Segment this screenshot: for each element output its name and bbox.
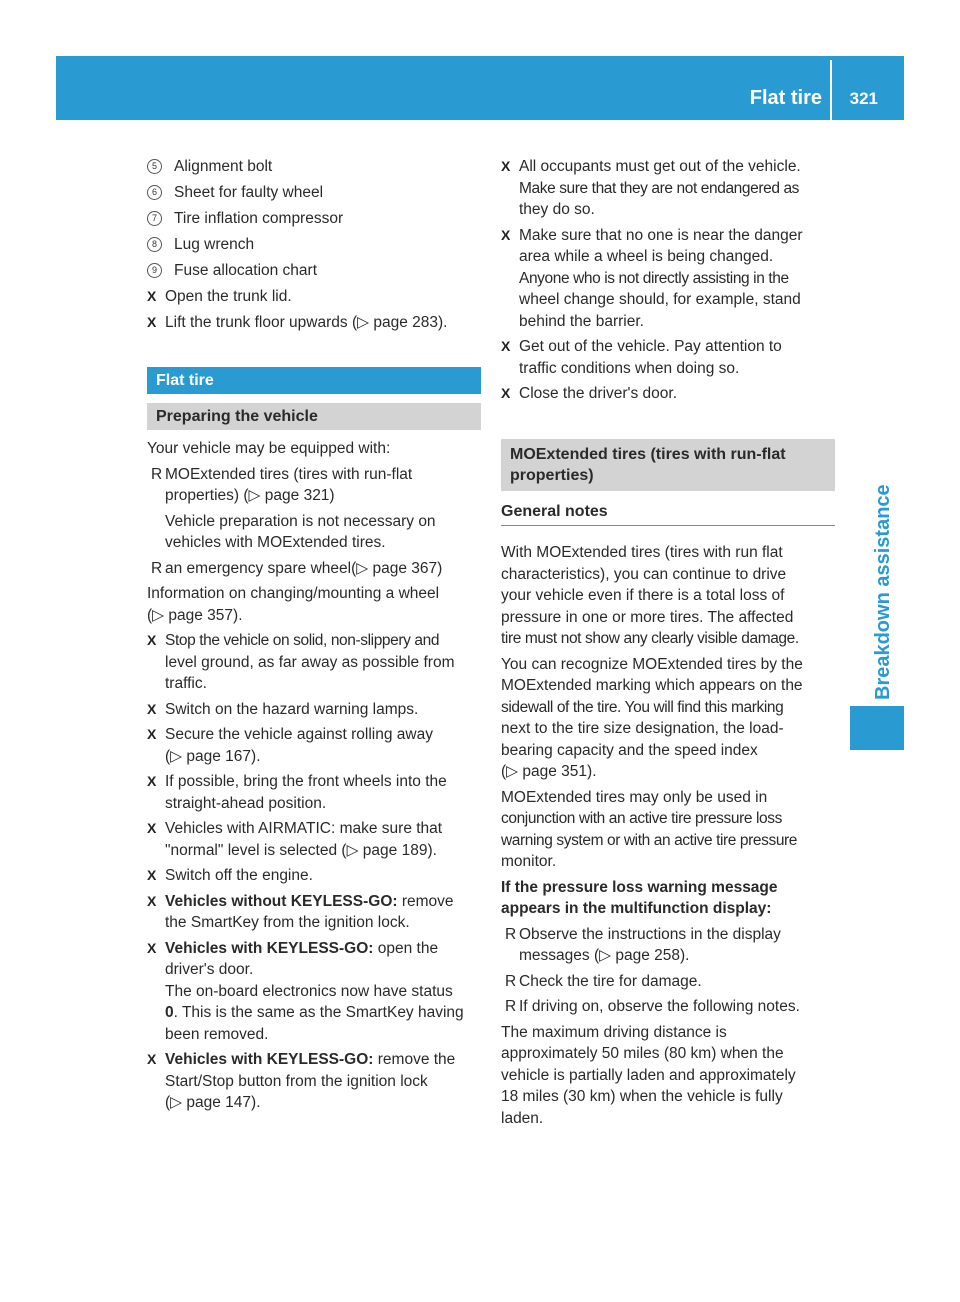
text-line: level ground, as far away as possible from	[165, 653, 455, 671]
bullet-marker-icon: R	[505, 972, 517, 990]
step-item	[147, 724, 481, 767]
text-line: pressure in one or more tires. The affected	[501, 608, 794, 626]
step-item	[147, 771, 481, 814]
step-marker-icon: X	[147, 939, 157, 956]
heading-line: properties)	[510, 466, 594, 484]
subsection-heading-preparing: Preparing the vehicle	[147, 403, 481, 430]
step-bold-label: Vehicles without KEYLESS-GO:	[165, 892, 398, 910]
text-line: (▷ page 351).	[501, 763, 597, 780]
numbered-list	[147, 156, 481, 282]
text-line: Stop the vehicle on solid, non-slippery and	[165, 632, 440, 649]
text-line: laden.	[501, 1109, 544, 1127]
header-title: Flat tire	[749, 87, 822, 109]
step-item	[147, 818, 481, 861]
section-heading-moextended	[501, 439, 835, 491]
paragraph	[501, 654, 835, 783]
text-fragment: remove	[397, 892, 454, 910]
text-line: tire must not show any clearly visible damage.	[501, 630, 799, 647]
bullet-item	[501, 924, 835, 967]
text-line: (▷ page 167).	[165, 747, 261, 765]
step-item	[147, 938, 481, 1046]
step-marker-icon: X	[147, 288, 157, 304]
text-line: If the pressure loss warning message	[501, 878, 778, 896]
bullet-item	[501, 996, 835, 1018]
text-line: straight-ahead position.	[165, 794, 327, 812]
number-badge: 7	[147, 211, 162, 226]
step-marker-icon: X	[501, 158, 511, 174]
bullet-marker-icon: R	[151, 559, 163, 577]
text-line: If driving on, observe the following notes.	[519, 998, 800, 1015]
text-line: characteristics), you can continue to drive	[501, 565, 787, 583]
text-line: You can recognize MOExtended tires by the	[501, 655, 803, 673]
general-notes-heading: General notes	[501, 501, 835, 527]
text-line: Close the driver's door.	[519, 385, 678, 402]
text-line: traffic.	[165, 675, 207, 692]
step-marker-icon: X	[501, 385, 511, 401]
text-line: properties) (▷ page 321)	[165, 487, 335, 504]
step-marker-icon: X	[147, 773, 157, 789]
text-line: warning system or with an active tire pressure	[501, 831, 798, 849]
text-line: MOExtended marking which appears on the	[501, 677, 803, 694]
list-item-text: Fuse allocation chart	[174, 262, 318, 279]
bullet-marker-icon: R	[151, 465, 163, 483]
list-item-text: Tire inflation compressor	[174, 210, 344, 227]
right-column	[501, 156, 835, 1133]
bullet-marker-icon: R	[505, 925, 517, 943]
bullet-item	[147, 464, 481, 554]
bullet-text: an emergency spare wheel(▷ page 367)	[165, 559, 443, 577]
bullet-marker-icon: R	[505, 998, 517, 1015]
step-marker-icon: X	[147, 892, 157, 909]
list-item-text: Sheet for faulty wheel	[174, 184, 324, 201]
list-item	[147, 234, 481, 256]
step-marker-icon: X	[501, 338, 511, 354]
text-line: messages (▷ page 258).	[519, 947, 690, 964]
intro-text: Your vehicle may be equipped with:	[147, 440, 391, 457]
step-marker-icon: X	[501, 226, 511, 243]
text-line: Start/Stop button from the ignition lock	[165, 1072, 428, 1090]
text-line: behind the barrier.	[519, 312, 644, 330]
text-line: Make sure that no one is near the danger	[519, 226, 803, 244]
text-line: appears in the multifunction display:	[501, 900, 772, 917]
text-line: conjunction with an active tire pressure loss	[501, 810, 782, 827]
text-line: Make sure that they are not endangered as	[519, 179, 800, 197]
text-line: Vehicles with AIRMATIC: make sure that	[165, 820, 443, 837]
step-bold-label: Vehicles with KEYLESS-GO:	[165, 1051, 374, 1068]
list-item	[147, 156, 481, 178]
list-item	[147, 182, 481, 204]
step-bold-label: Vehicles with KEYLESS-GO:	[165, 939, 374, 957]
list-item	[147, 208, 481, 230]
text-line: been removed.	[165, 1025, 269, 1043]
text-line: If possible, bring the front wheels into the	[165, 773, 447, 790]
list-item	[147, 260, 481, 282]
step-item	[501, 225, 835, 333]
bullet-item	[501, 971, 835, 993]
text-line: area while a wheel is being changed.	[519, 248, 774, 265]
text-fragment: . This is the same as the SmartKey having	[173, 1004, 464, 1021]
list-item-text: Alignment bolt	[174, 158, 273, 175]
text-line: next to the tire size designation, the load-	[501, 720, 784, 737]
step-marker-icon: X	[147, 700, 157, 717]
paragraph	[501, 542, 835, 650]
text-line: traffic conditions when doing so.	[519, 359, 740, 377]
text-line: approximately 50 miles (80 km) when the	[501, 1045, 784, 1062]
text-line: (▷ page 357).	[147, 606, 243, 624]
text-line: wheel change should, for example, stand	[519, 291, 801, 308]
step-item	[147, 286, 481, 308]
status-value: 0	[165, 1004, 174, 1021]
text-line: The maximum driving distance is	[501, 1023, 727, 1041]
text-line: your vehicle even if there is a total loss of	[501, 587, 785, 604]
step-marker-icon: X	[147, 867, 157, 883]
text-line: driver's door.	[165, 961, 254, 978]
number-badge: 8	[147, 237, 162, 252]
step-marker-icon: X	[147, 820, 157, 836]
text-line: With MOExtended tires (tires with run flat	[501, 544, 783, 561]
header-divider	[830, 60, 832, 120]
step-item	[147, 1049, 481, 1114]
text-line: All occupants must get out of the vehicle.	[519, 158, 801, 175]
text-line: MOExtended tires (tires with run-flat	[165, 465, 413, 483]
text-line: they do so.	[519, 201, 595, 218]
text-line: MOExtended tires may only be used in	[501, 788, 768, 806]
list-item-text: Lug wrench	[174, 236, 255, 253]
text-line: 18 miles (30 km) when the vehicle is fully	[501, 1088, 783, 1105]
warning-heading	[501, 877, 835, 920]
text-fragment: open the	[373, 939, 439, 957]
text-line: Get out of the vehicle. Pay attention to	[519, 338, 782, 355]
text-line: (▷ page 147).	[165, 1094, 261, 1111]
text-line: Vehicle preparation is not necessary on	[165, 512, 436, 530]
heading-line: MOExtended tires (tires with run-flat	[510, 445, 786, 463]
paragraph	[501, 787, 835, 873]
left-column	[147, 156, 481, 1118]
text-line: Switch on the hazard warning lamps.	[165, 700, 419, 718]
text-line: the SmartKey from the ignition lock.	[165, 914, 410, 931]
text-line: The on-board electronics now have status	[165, 982, 453, 1000]
side-tab-label: Breakdown assistance	[872, 484, 894, 700]
step-text: Lift the trunk floor upwards (▷ page 283).	[165, 313, 448, 331]
text-line: Anyone who is not directly assisting in the	[519, 269, 789, 287]
text-line: "normal" level is selected (▷ page 189).	[165, 841, 437, 859]
text-line: Check the tire for damage.	[519, 972, 702, 990]
side-tab-block	[850, 706, 904, 750]
text-line: bearing capacity and the speed index	[501, 741, 758, 759]
number-badge: 9	[147, 263, 162, 278]
step-marker-icon: X	[147, 1051, 157, 1067]
step-item	[147, 699, 481, 721]
info-paragraph	[147, 583, 481, 626]
step-text: Open the trunk lid.	[165, 288, 292, 305]
text-line: Observe the instructions in the display	[519, 925, 781, 943]
step-item	[147, 312, 481, 334]
number-badge: 6	[147, 185, 162, 200]
step-item	[147, 865, 481, 887]
text-line: Secure the vehicle against rolling away	[165, 726, 433, 743]
step-marker-icon: X	[147, 313, 157, 330]
step-item	[147, 891, 481, 934]
bullet-item	[147, 558, 481, 580]
text-line: monitor.	[501, 853, 557, 870]
text-line: Switch off the engine.	[165, 867, 313, 884]
number-badge: 5	[147, 159, 162, 174]
step-marker-icon: X	[147, 632, 157, 648]
text-line: vehicles with MOExtended tires.	[165, 534, 386, 551]
step-item	[501, 336, 835, 379]
text-fragment: remove the	[373, 1051, 456, 1068]
section-heading-flat-tire: Flat tire	[147, 367, 481, 394]
step-marker-icon: X	[147, 726, 157, 742]
step-item	[501, 383, 835, 405]
step-item	[147, 630, 481, 695]
text-line: vehicle is partially laden and approximately	[501, 1066, 796, 1084]
page-number: 321	[849, 89, 878, 108]
text-line: Information on changing/mounting a wheel	[147, 585, 440, 602]
paragraph	[501, 1022, 835, 1130]
header-bar	[56, 56, 904, 120]
step-item	[501, 156, 835, 221]
text-line: sidewall of the tire. You will find this marking	[501, 698, 784, 716]
